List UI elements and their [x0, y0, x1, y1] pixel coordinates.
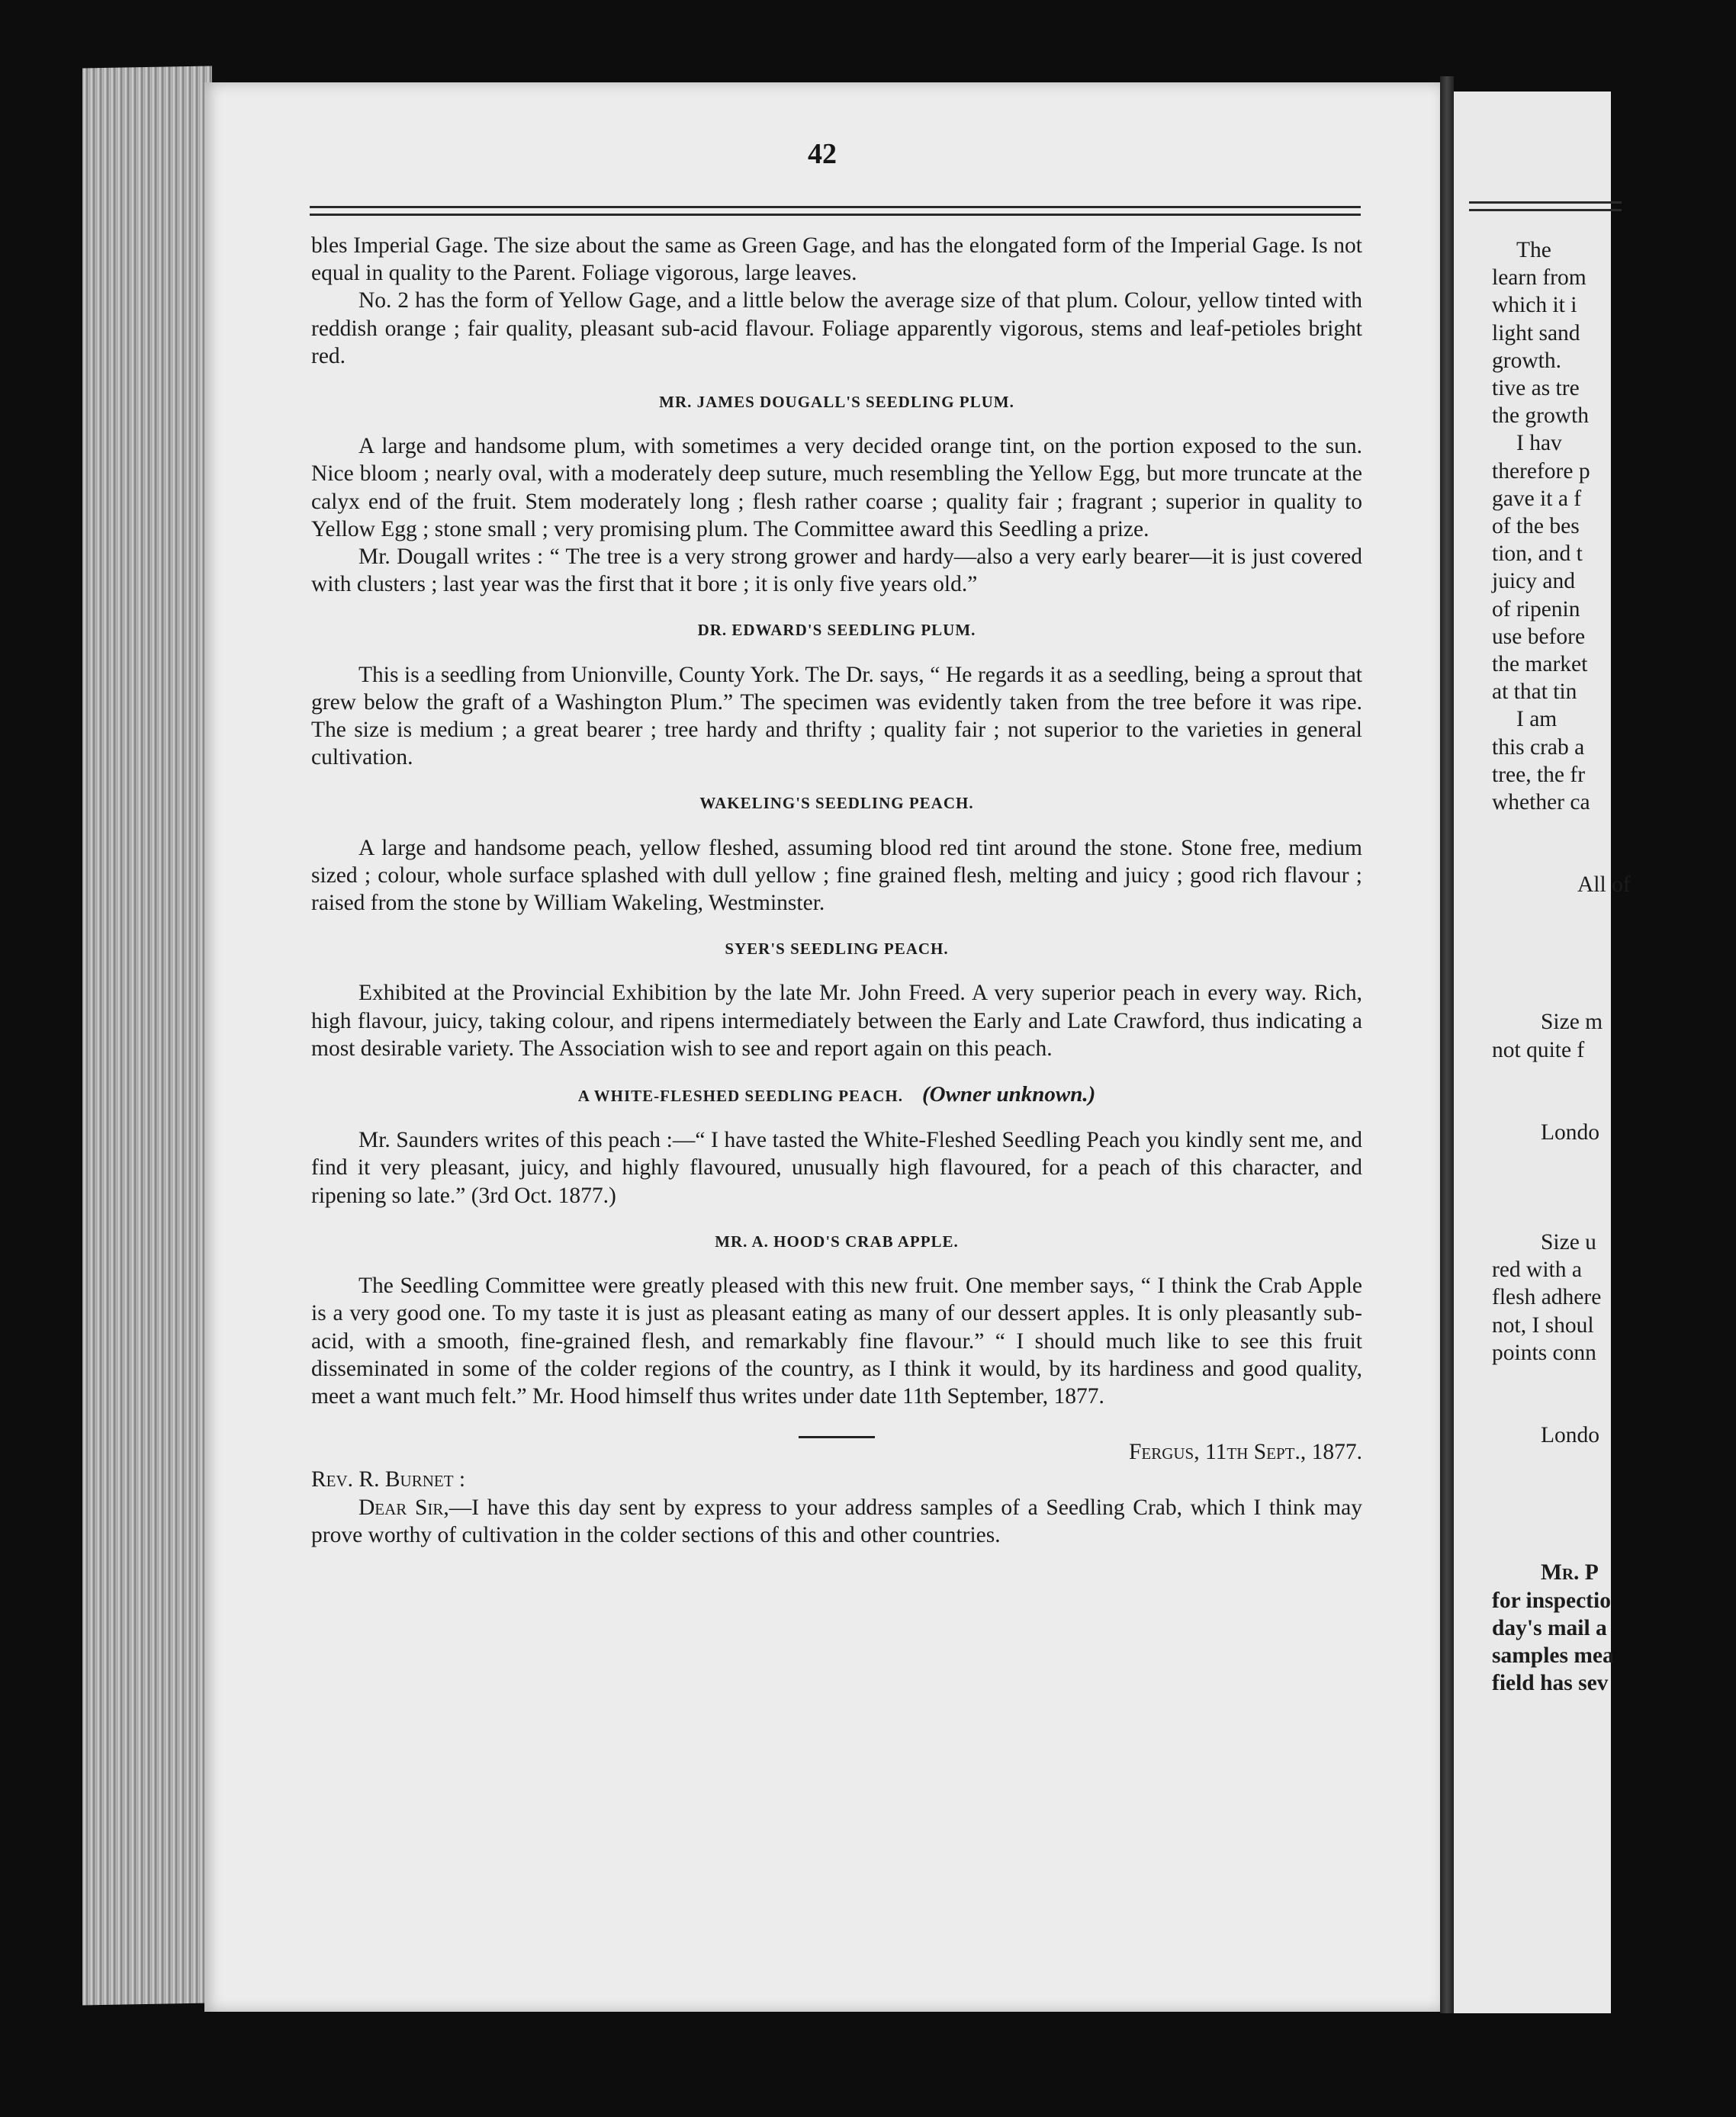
intro-paragraph: No. 2 has the form of Yellow Gage, and a little below the average size of that plum. Colour, yellow tinted with reddish orange ; fair quality, pleasant sub-acid flavour. Foliage apparently vigorous, stems and leaf-petioles bright red.: [311, 288, 1362, 368]
letter-salutation: Rev. R. Burnet :: [311, 1467, 466, 1492]
section-heading-note: (Owner unknown.): [921, 1082, 1096, 1107]
right-text-line: tree, the fr: [1492, 762, 1586, 787]
right-text-line: All of: [1577, 872, 1631, 898]
body-text: [311, 232, 1362, 1549]
right-text-line: light sand: [1492, 320, 1580, 345]
right-header-rule-bottom: [1469, 209, 1622, 211]
right-text-line: Size m: [1541, 1010, 1603, 1035]
right-text-line: therefore p: [1492, 458, 1590, 483]
letter-place-date: Fergus, 11th Sept., 1877.: [1128, 1440, 1362, 1465]
right-text-line: use before: [1492, 624, 1586, 649]
right-text-line: tion, and t: [1492, 541, 1583, 567]
section-paragraph: This is a seedling from Unionville, County York. The Dr. says, “ He regards it as a seedling, being a sprout that grew below the graft of a Washington Plum.” The specimen was evidently taken from the tree before it was ripe. The size is medium ; a great bearer ; tree hardy and thrifty ; quality fair ; not superior to the varieties in general cultivation.: [311, 662, 1362, 770]
section-heading: WAKELING'S SEEDLING PEACH.: [699, 794, 974, 813]
right-text-line: Size u: [1541, 1230, 1596, 1255]
right-text-line: points conn: [1492, 1340, 1596, 1365]
right-text-line: not quite f: [1492, 1037, 1585, 1062]
intro-paragraph: bles Imperial Gage. The size about the same as Green Gage, and has the elongated form of the Imperial Gage. Is not equal in quality to the Parent. Foliage vigorous, large leaves.: [311, 233, 1362, 286]
section-heading-title: A WHITE-FLESHED SEEDLING PEACH.: [577, 1087, 903, 1106]
right-text-line: field has sev: [1492, 1671, 1609, 1696]
right-text-line: whether ca: [1492, 790, 1590, 815]
letter-body-text: —I have this day sent by express to your address samples of a Seedling Crab, which I think may prove worthy of cultivation in the colder sections of this and other countries.: [311, 1495, 1363, 1547]
right-text-line: which it i: [1492, 293, 1577, 318]
section-paragraph: A large and handsome plum, with sometimes a very decided orange tint, on the portion exposed to the sun. Nice bloom ; nearly oval, with a moderately deep suture, much resembling the Yellow Egg, but more truncate at the calyx end of the fruit. Stem moderately long ; flesh rather coarse ; quality fair ; fragrant ; superior in quality to Yellow Egg ; stone small ; very promising plum. The Committee award this Seedling a prize.: [311, 434, 1362, 541]
right-text-line: tive as tre: [1492, 376, 1580, 401]
section-paragraph: The Seedling Committee were greatly pleased with this new fruit. One member says, “ I think the Crab Apple is a very good one. To my taste it is just as pleasant eating as many of our dessert apples. It is only pleasantly sub-acid, with a smooth, fine-grained flesh, and remarkably fine flavour.” “ I should much like to see this fruit disseminated in some of the colder regions of the country, as I think it would, by its hardiness and good quality, meet a want much felt.” Mr. Hood himself thus writes under date 11th September, 1877.: [311, 1274, 1362, 1409]
right-text-line: gave it a f: [1492, 486, 1582, 511]
right-text-line: of the bes: [1492, 514, 1580, 539]
section-heading: SYER'S SEEDLING PEACH.: [725, 940, 949, 959]
right-text-line: for inspectio: [1492, 1588, 1611, 1613]
right-text-line: Londo: [1541, 1120, 1600, 1145]
right-text-line: Mr. P: [1541, 1560, 1599, 1585]
right-text-line: the growth: [1492, 403, 1589, 429]
right-page-text: [1492, 236, 1736, 1697]
right-text-line: learn from: [1492, 265, 1587, 291]
section-paragraph: Exhibited at the Provincial Exhibition by the late Mr. John Freed. A very superior peach in every way. Rich, high flavour, juicy, taking colour, and ripens intermediately between the Early and Late Crawford, thus indicating a most desirable variety. The Association wish to see and report again on this peach.: [311, 981, 1362, 1061]
section-paragraph: Mr. Saunders writes of this peach :—“ I have tasted the White-Fleshed Seedling Peach you kindly sent me, and find it very pleasant, juicy, and highly flavoured, unusually high flavoured, for a peach of this character, and ripening so late.” (3rd Oct. 1877.): [311, 1128, 1362, 1208]
section-paragraph: Mr. Dougall writes : “ The tree is a very strong grower and hardy—also a very early bearer—it is just covered with clusters ; last year was the first that it bore ; it is only five years old.”: [311, 545, 1362, 597]
section-heading: MR. JAMES DOUGALL'S SEEDLING PLUM.: [659, 393, 1014, 412]
right-text-line: not, I shoul: [1492, 1312, 1594, 1338]
section-paragraph: A large and handsome peach, yellow fleshed, assuming blood red tint around the stone. Stone free, medium sized ; colour, whole surface splashed with dull yellow ; fine grained flesh, melting and juicy ; good rich flavour ; raised from the stone by William Wakeling, Westminster.: [311, 835, 1362, 916]
right-page: [1454, 92, 1631, 2013]
right-text-line: at that tin: [1492, 679, 1577, 705]
letter-greeting: Dear Sir,: [358, 1495, 449, 1520]
letter-body: [311, 1494, 1362, 1549]
page-number: 42: [808, 138, 837, 170]
right-text-line: growth.: [1492, 348, 1561, 373]
right-text-line: flesh adhere: [1492, 1285, 1602, 1310]
right-text-line: the market: [1492, 652, 1588, 677]
left-page: [204, 82, 1440, 2012]
right-text-line: I hav: [1516, 431, 1562, 456]
section-heading: MR. A. HOOD'S CRAB APPLE.: [715, 1232, 959, 1251]
header-rule-bottom: [310, 214, 1361, 216]
book-page-edges: [82, 66, 212, 2006]
right-text-line: of ripenin: [1492, 596, 1580, 622]
right-text-line: I am: [1516, 707, 1558, 732]
right-text-line: day's mail a: [1492, 1615, 1607, 1640]
book-gutter: [1440, 76, 1454, 2013]
right-header-rule-top: [1469, 201, 1622, 204]
right-text-line: samples mea: [1492, 1643, 1614, 1668]
section-heading: [311, 1081, 1362, 1110]
section-heading: DR. EDWARD'S SEEDLING PLUM.: [697, 621, 976, 640]
right-text-line: red with a: [1492, 1258, 1582, 1283]
header-rule-top: [310, 206, 1361, 208]
right-text-line: this crab a: [1492, 734, 1585, 760]
right-text-line: The: [1516, 238, 1551, 262]
right-text-line: Londo: [1541, 1423, 1600, 1448]
right-text-line: juicy and: [1492, 569, 1575, 594]
